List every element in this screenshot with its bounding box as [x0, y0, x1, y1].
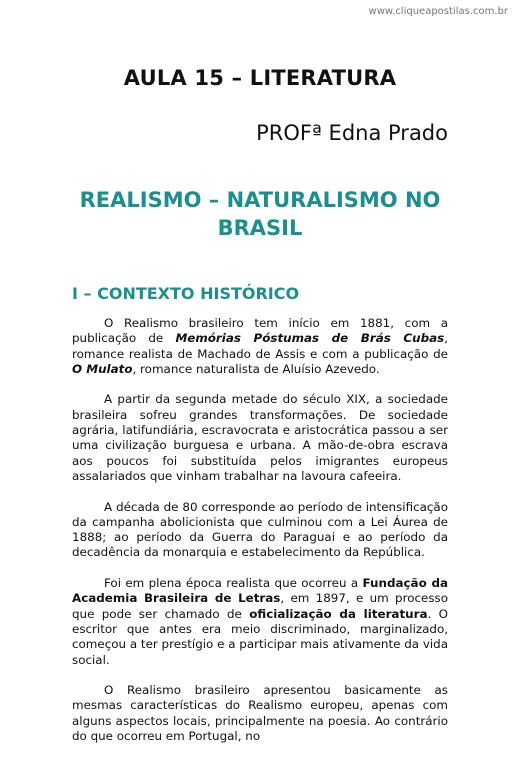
- professor-name: PROFª Edna Prado: [256, 121, 448, 145]
- bold-phrase-oficializacao: oficialização da literatura: [249, 606, 428, 621]
- text-run: O Realismo brasileiro tem início em 1881, com a publicação de: [72, 316, 448, 346]
- body-text: [72, 316, 448, 760]
- book-title-o-mulato: O Mulato: [72, 361, 133, 376]
- document-title: REALISMO – NATURALISMO NO BRASIL: [79, 188, 441, 240]
- paragraph-1: [72, 316, 448, 377]
- lesson-heading: AULA 15 – LITERATURA: [123, 66, 397, 90]
- bold-phrase-academia: Fundação da Academia Brasileira de Letras: [72, 576, 448, 606]
- book-title-memorias: Memórias Póstumas de Brás Cubas: [175, 331, 445, 346]
- section-heading: I – CONTEXTO HISTÓRICO: [72, 284, 300, 303]
- text-run: , em 1897, e um processo que pode ser chamado de: [72, 591, 448, 621]
- paragraph-5: O Realismo brasileiro apresentou basicamente as mesmas características do Realismo europeu, apenas com alguns aspectos locais, principalmente na poesia. Ao contrário do que ocorreu em Portugal, no: [72, 683, 448, 744]
- text-run: . O escritor que antes era meio discriminado, marginalizado, começou a ter prestígio e a participar mais ativamente da vida social.: [72, 606, 449, 667]
- text-run: , romance realista de Machado de Assis e com a publicação de: [72, 331, 448, 361]
- text-run: , romance naturalista de Aluísio Azevedo.: [132, 361, 380, 376]
- text-run: Foi em plena época realista que ocorreu a: [104, 576, 363, 591]
- paragraph-3: A década de 80 corresponde ao período de intensificação da campanha abolicionista que culminou com a Lei Áurea de 1888; ao período da Guerra do Paraguai e ao período da decadência da monarquia e estabelecimento da República.: [72, 499, 448, 560]
- site-url: www.cliqueapostilas.com.br: [368, 6, 508, 17]
- paragraph-2: A partir da segunda metade do século XIX, a sociedade brasileira sofreu grandes transformações. De sociedade agrária, latifundiária, escravocrata e aristocrática passou a ser uma civilização burguesa e urbana. A mão-de-obra escrava aos poucos foi substituída pelos imigrantes europeus assalariados que vinham trabalhar na lavoura cafeeira.: [72, 392, 448, 483]
- paragraph-4: [72, 576, 448, 668]
